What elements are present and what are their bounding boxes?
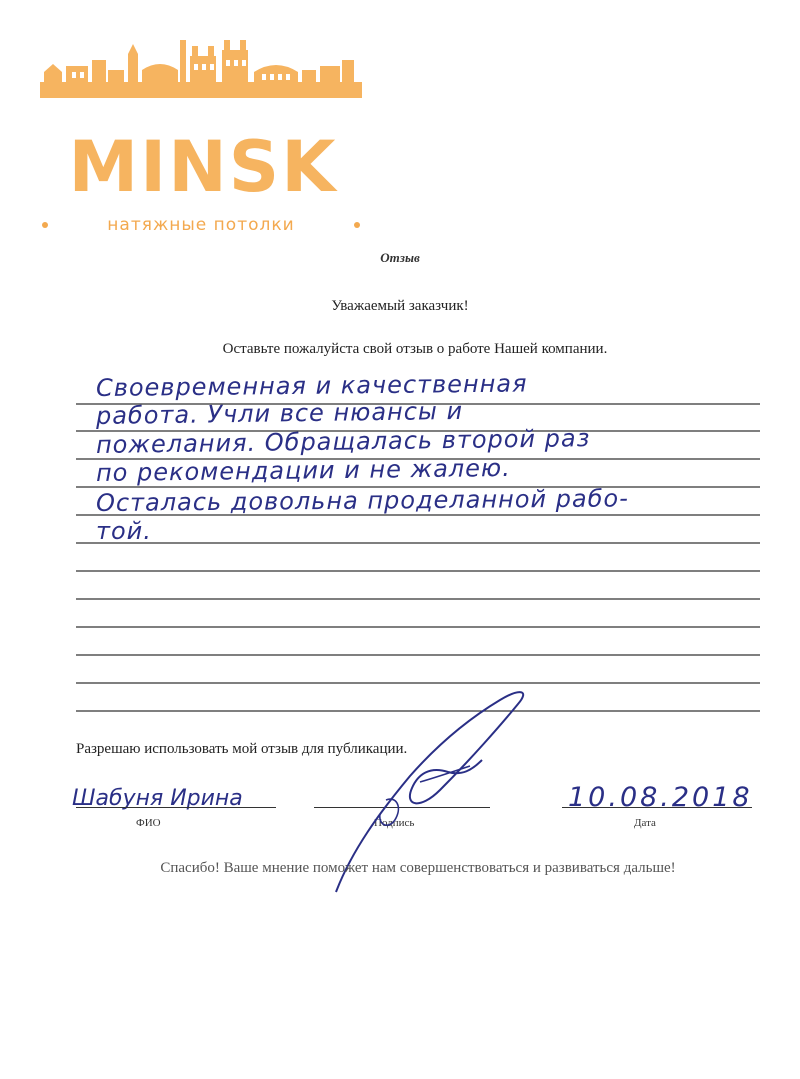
- review-line-3: пожелания. Обращалась второй раз: [95, 424, 591, 459]
- logo-brand: MINSK: [68, 126, 338, 208]
- fio-label: ФИО: [136, 817, 161, 829]
- invitation-text: Оставьте пожалуйста свой отзыв о работе Нашей компании.: [222, 341, 608, 357]
- review-line-6: той.: [96, 517, 152, 545]
- greeting-text: Уважаемый заказчик!: [331, 298, 469, 314]
- logo-tagline: натяжные потолки: [107, 215, 295, 235]
- review-line-2: работа. Учли все нюансы и: [95, 396, 464, 430]
- review-line-1: Своевременная и качественная: [95, 369, 528, 402]
- signature-label: Подпись: [374, 817, 415, 829]
- review-line-4: по рекомендации и не жалею.: [95, 453, 511, 487]
- form-heading: Отзыв: [380, 250, 420, 265]
- date-value: 10.08.2018: [568, 782, 753, 813]
- date-label: Дата: [634, 817, 656, 829]
- thanks-text: Спасибо! Ваше мнение поможет нам совершенствоваться и развиваться дальше!: [160, 860, 676, 876]
- fio-value: Шабуня Ирина: [72, 786, 243, 811]
- review-line-5: Осталась довольна проделанной рабо-: [95, 484, 629, 517]
- permission-text: Разрешаю использовать мой отзыв для публикации.: [76, 741, 408, 757]
